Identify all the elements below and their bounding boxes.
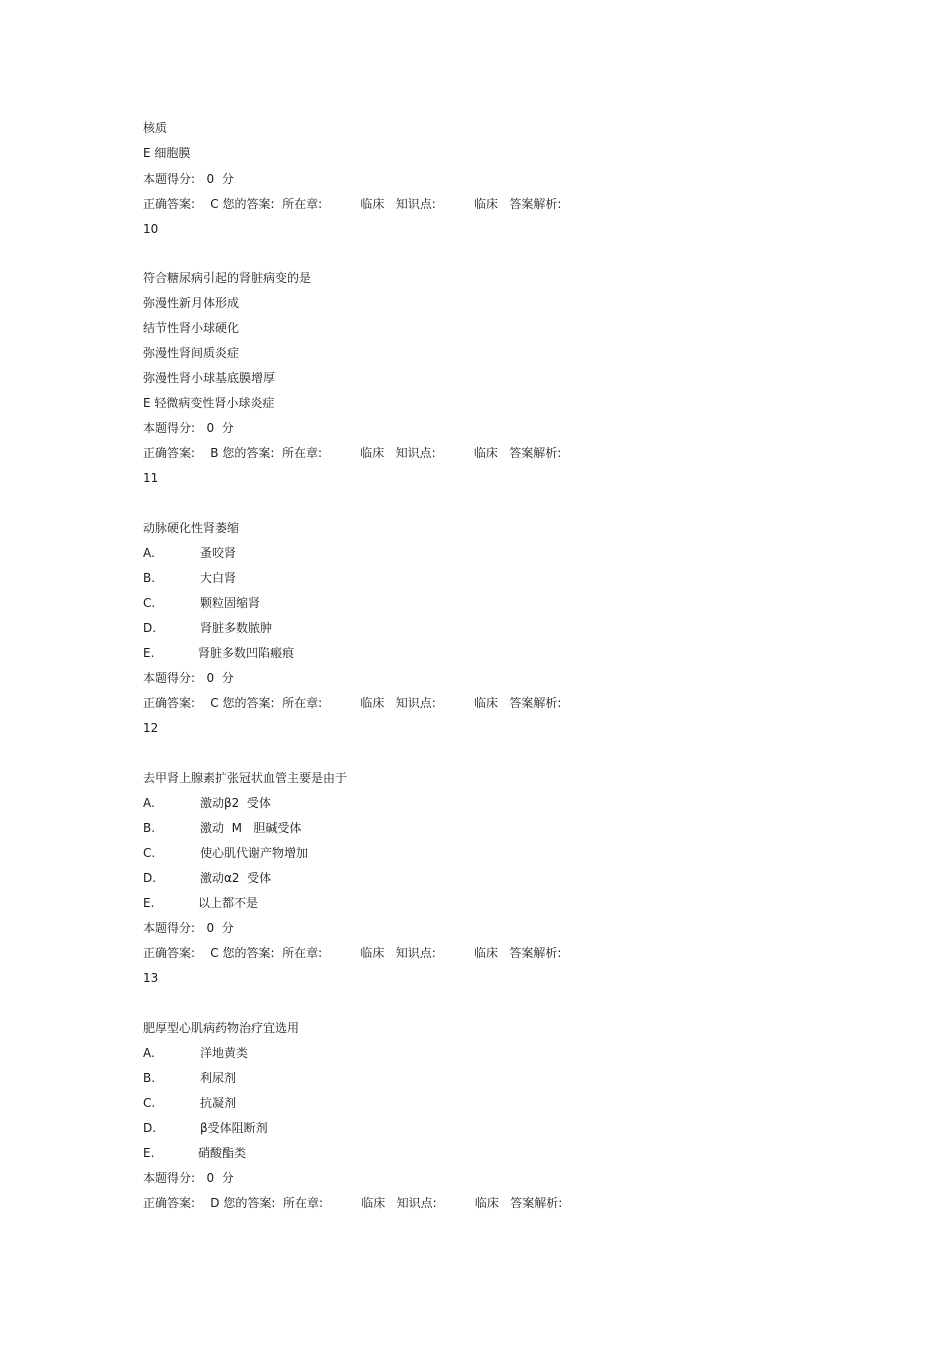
answer-line: 正确答案: C 您的答案: 所在章: 临床 知识点: 临床 答案解析: (143, 696, 562, 710)
option-row (143, 820, 301, 836)
option-letter: A. (143, 796, 155, 810)
option-text: 蚤咬肾 (200, 546, 237, 560)
option-letter: E. (143, 896, 155, 910)
answer-line: 正确答案: C 您的答案: 所在章: 临床 知识点: 临床 答案解析: (143, 197, 562, 211)
option-text: 激动 M 胆碱受体 (200, 821, 302, 835)
option-text: 抗凝剂 (200, 1096, 237, 1110)
option-row (143, 645, 294, 661)
answer-line: 正确答案: B 您的答案: 所在章: 临床 知识点: 临床 答案解析: (143, 446, 562, 460)
option-text: β受体阻断剂 (200, 1121, 268, 1135)
question-stem: 符合糖尿病引起的肾脏病变的是 (143, 271, 312, 285)
option-text: 以上都不是 (198, 896, 259, 910)
option-text: 使心肌代谢产物增加 (200, 846, 309, 860)
option-letter: B. (143, 1071, 156, 1085)
option-row (143, 545, 236, 561)
option-letter: C. (143, 1096, 156, 1110)
option-row (143, 1095, 236, 1111)
option-letter: B. (143, 571, 156, 585)
option-text: 利尿剂 (200, 1071, 237, 1085)
question-stem: 动脉硬化性肾萎缩 (143, 521, 240, 535)
option-row (143, 595, 260, 611)
option-text: 弥漫性肾间质炎症 (143, 346, 240, 360)
score-line: 本题得分: 0 分 (143, 921, 234, 935)
option-text: 结节性肾小球硬化 (143, 321, 240, 335)
score-line: 本题得分: 0 分 (143, 1171, 234, 1185)
option-text: 颗粒固缩肾 (200, 596, 261, 610)
score-line: 本题得分: 0 分 (143, 421, 234, 435)
option-letter: E. (143, 646, 155, 660)
option-letter: D. (143, 621, 157, 635)
option-row (143, 895, 258, 911)
option-letter: A. (143, 546, 155, 560)
option-letter: E. (143, 1146, 155, 1160)
question-stem: 肥厚型心肌病药物治疗宜选用 (143, 1021, 300, 1035)
option-text: 大白肾 (200, 571, 237, 585)
question-number: 12 (143, 721, 159, 735)
option-text: 弥漫性肾小球基底膜增厚 (143, 371, 276, 385)
score-line: 本题得分: 0 分 (143, 671, 234, 685)
option-row (143, 1045, 248, 1061)
option-letter: B. (143, 821, 156, 835)
option-text: 核质 (143, 121, 168, 135)
option-letter: A. (143, 1046, 155, 1060)
answer-line: 正确答案: C 您的答案: 所在章: 临床 知识点: 临床 答案解析: (143, 946, 562, 960)
question-number: 10 (143, 222, 159, 236)
option-text: 激动β2 受体 (200, 796, 271, 810)
option-row (143, 845, 308, 861)
option-letter: C. (143, 846, 156, 860)
option-text: 硝酸酯类 (198, 1146, 247, 1160)
answer-line: 正确答案: D 您的答案: 所在章: 临床 知识点: 临床 答案解析: (143, 1196, 563, 1210)
option-text: 肾脏多数脓肿 (200, 621, 273, 635)
option-text: 激动α2 受体 (200, 871, 272, 885)
option-letter: D. (143, 871, 157, 885)
option-text: 弥漫性新月体形成 (143, 296, 240, 310)
option-text: E 轻微病变性肾小球炎症 (143, 396, 275, 410)
option-row (143, 570, 236, 586)
option-row (143, 1145, 246, 1161)
option-row (143, 870, 271, 886)
option-text: 肾脏多数凹陷瘢痕 (198, 646, 295, 660)
option-row (143, 1070, 236, 1086)
score-line: 本题得分: 0 分 (143, 172, 234, 186)
option-row (143, 795, 271, 811)
question-number: 11 (143, 471, 159, 485)
option-row (143, 620, 272, 636)
option-row (143, 1120, 268, 1136)
option-letter: C. (143, 596, 156, 610)
question-stem: 去甲肾上腺素扩张冠状血管主要是由于 (143, 771, 348, 785)
option-text: E 细胞膜 (143, 146, 191, 160)
option-text: 洋地黄类 (200, 1046, 249, 1060)
option-letter: D. (143, 1121, 157, 1135)
question-number: 13 (143, 971, 159, 985)
